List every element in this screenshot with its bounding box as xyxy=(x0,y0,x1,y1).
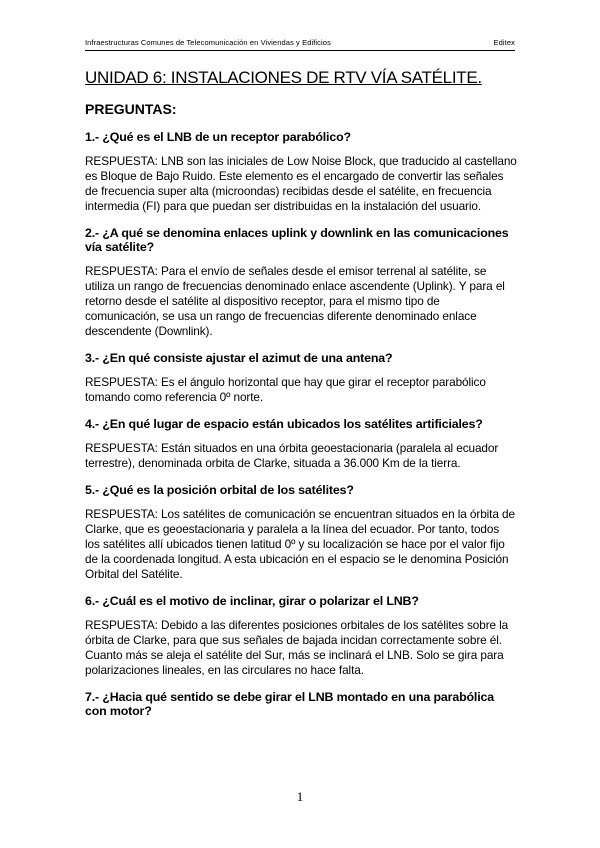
answer-text: RESPUESTA: Están situados en una órbita geoestacionaria (paralela al ecuador terrestre), denominada orbita de Clarke, situada a 36.000 Km de la tierra. xyxy=(85,441,499,470)
question-heading xyxy=(85,594,517,608)
answer-text: RESPUESTA: Para el envío de señales desde el emisor terrenal al satélite, se utiliza un rango de frecuencias denominado enlace ascendente (Uplink). Y para el retorno desde el satélite al dispositivo receptor, para el mismo tipo de comunicación, se usa un rango de frecuencias diferente denominado enlace descendente (Downlink). xyxy=(85,264,505,338)
question-number: 6.- xyxy=(85,594,100,608)
question-heading xyxy=(85,417,517,431)
question-number: 1.- xyxy=(85,130,100,144)
answer-text: RESPUESTA: Debido a las diferentes posiciones orbitales de los satélites sobre la órbita de Clarke, para que sus señales de bajada incidan correctamente sobre él. Cuanto más se aleja el satélite del Sur, más se inclinará el LNB. Solo se gira para polarizaciones lineales, en las circulares no hace falta. xyxy=(85,618,509,677)
answer-text: RESPUESTA: Los satélites de comunicación se encuentran situados en la órbita de Clarke, que es geoestacionaria y paralela a la línea del ecuador. Por tanto, todos los satélites allí ubicados tienen latitud 0º y su localización se hace por el valor fijo de la coordenada longitud. A esta ubicación en el espacio se le denomina Posición Orbital del Satélite. xyxy=(85,507,515,581)
question-text: ¿En qué consiste ajustar el azimut de una antena? xyxy=(102,351,393,365)
answer-text: RESPUESTA: Es el ángulo horizontal que hay que girar el receptor parabólico tomando como referencia 0º norte. xyxy=(85,375,486,404)
question-item-5 xyxy=(85,483,517,582)
header-book-title: Infraestructuras Comunes de Telecomunicación en Viviendas y Edificios xyxy=(85,38,331,47)
question-text: ¿Cuál es el motivo de inclinar, girar o polarizar el LNB? xyxy=(102,594,419,608)
question-heading xyxy=(85,351,517,365)
question-item-3 xyxy=(85,351,517,405)
question-text: ¿A qué se denomina enlaces uplink y downlink en las comunicaciones vía satélite? xyxy=(85,226,509,254)
question-text: ¿Qué es el LNB de un receptor parabólico? xyxy=(102,130,351,144)
question-text: ¿Qué es la posición orbital de los satélites? xyxy=(102,483,354,497)
unit-title: UNIDAD 6: INSTALACIONES DE RTV VÍA SATÉLITE. xyxy=(85,68,482,87)
answer-text: RESPUESTA: LNB son las iniciales de Low Noise Block, que traducido al castellano es Bloque de Bajo Ruido. Este elemento es el encargado de convertir las señales de frecuencia super alta (microondas) recibidas desde el satélite, en frecuencia intermedia (FI) para que puedan ser distribuidas en la instalación del usuario. xyxy=(85,154,517,213)
question-heading xyxy=(85,130,517,144)
question-item-4 xyxy=(85,417,517,471)
question-heading xyxy=(85,226,517,254)
question-number: 4.- xyxy=(85,417,100,431)
question-number: 5.- xyxy=(85,483,100,497)
header-publisher: Editex xyxy=(493,38,515,47)
question-item-7 xyxy=(85,690,517,718)
question-text: ¿En qué lugar de espacio están ubicados los satélites artificiales? xyxy=(102,417,483,431)
page-number: 1 xyxy=(296,789,304,804)
question-number: 7.- xyxy=(85,690,100,704)
running-header xyxy=(85,36,515,51)
question-item-6 xyxy=(85,594,517,678)
question-number: 2.- xyxy=(85,226,100,240)
question-heading xyxy=(85,483,517,497)
question-item-1 xyxy=(85,130,517,214)
question-text: ¿Hacia qué sentido se debe girar el LNB montado en una parabólica con motor? xyxy=(85,690,494,718)
question-number: 3.- xyxy=(85,351,100,365)
questions-list xyxy=(85,130,517,728)
question-heading xyxy=(85,690,517,718)
question-item-2 xyxy=(85,226,517,339)
section-heading: PREGUNTAS: xyxy=(85,101,177,117)
